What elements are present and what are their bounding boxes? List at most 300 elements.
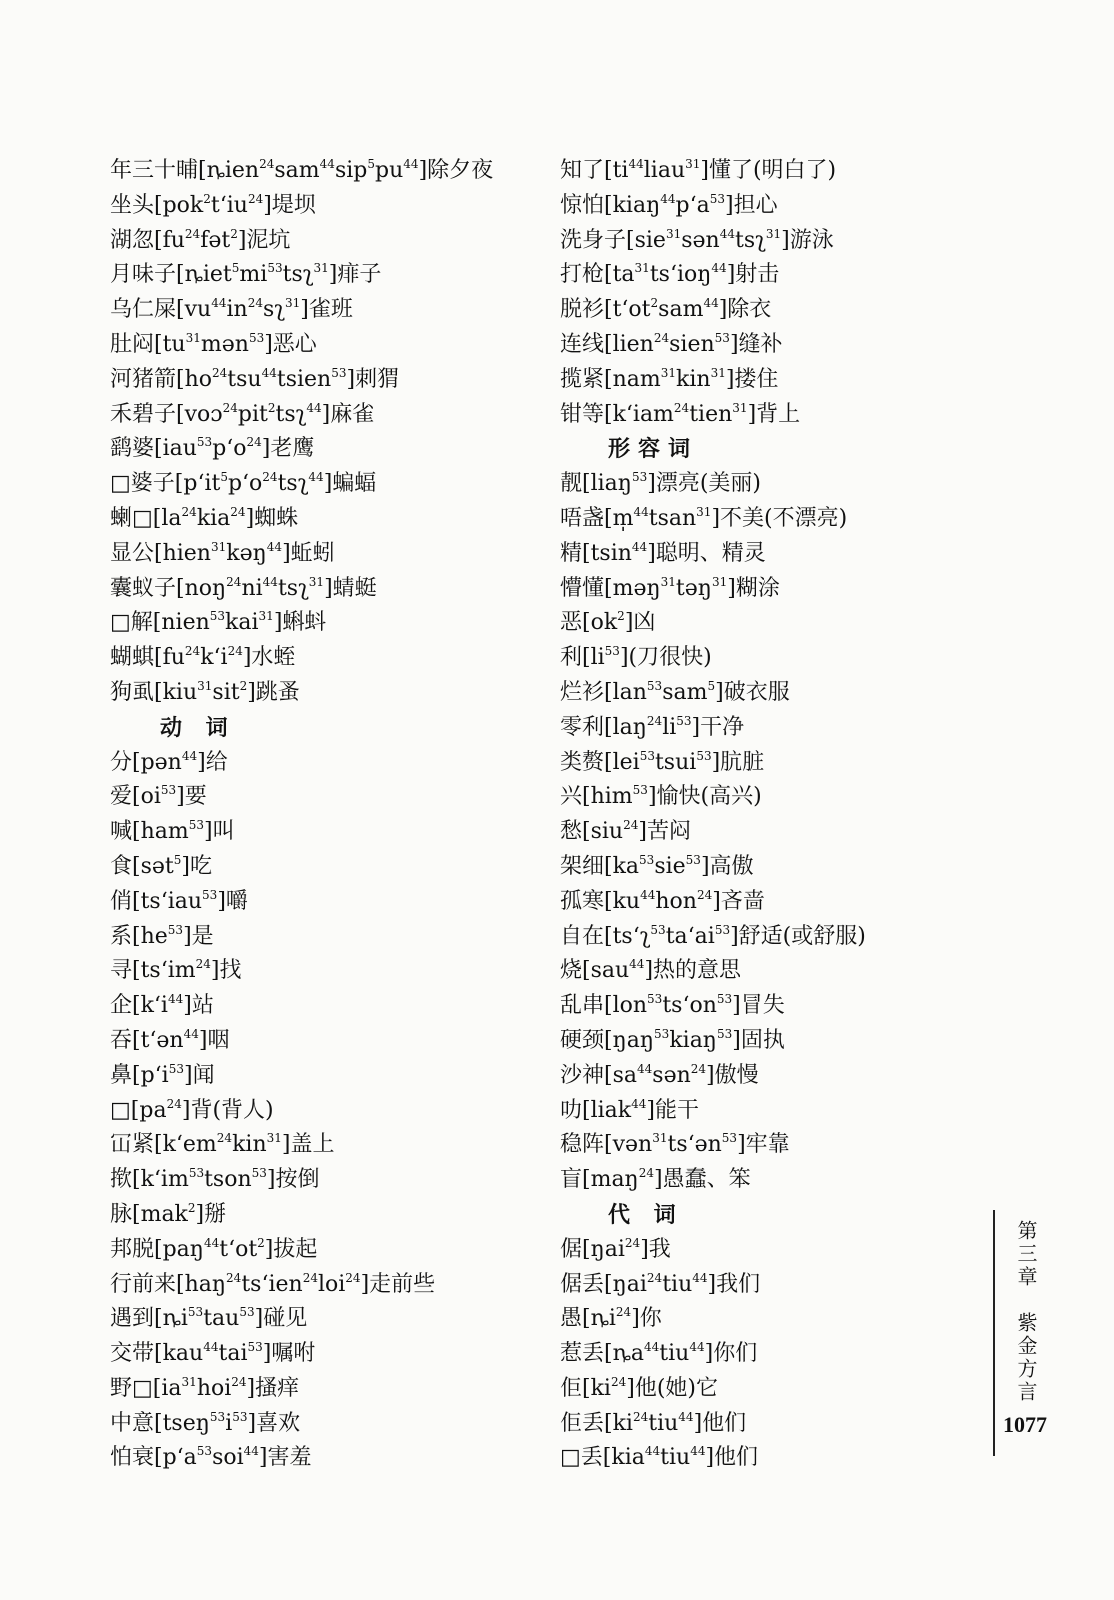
entry-text: 知了[ti: [560, 158, 629, 183]
entry-text: ](刀很快): [619, 645, 712, 671]
entry-text: ]老鹰: [261, 436, 315, 462]
tone-number: 31: [258, 609, 274, 624]
tone-number: 53: [685, 852, 701, 867]
tone-number: 53: [714, 922, 731, 937]
entry-text: tau: [203, 1306, 240, 1332]
entry-text: ]不美(不漂亮): [711, 505, 848, 531]
entry-text: 邦脱[paŋ: [110, 1236, 204, 1262]
entry-text: ]站: [183, 993, 214, 1019]
entry-text: ]给: [197, 749, 228, 775]
vocab-entry: [110, 467, 540, 502]
tone-number: 44: [703, 296, 719, 311]
entry-text: sən: [681, 227, 720, 253]
tone-number: 31: [197, 678, 213, 693]
entry-text: tiu: [662, 1271, 693, 1297]
entry-text: 自在[tsʻʅ: [560, 923, 651, 949]
entry-text: ]懂了(明白了): [700, 158, 837, 183]
tone-number: 24: [212, 365, 228, 380]
tone-number: 31: [284, 296, 301, 311]
entry-text: 行前来[haŋ: [110, 1271, 227, 1297]
entry-text: sie: [654, 853, 686, 879]
entry-text: soi: [212, 1445, 244, 1471]
entry-text: tsʻon: [662, 993, 717, 1019]
tone-number: 31: [696, 504, 712, 519]
vocab-entry: [560, 224, 930, 259]
vocab-entry: [110, 363, 540, 398]
vocab-entry: [560, 711, 930, 746]
entry-text: 揿[kʻim: [110, 1167, 189, 1193]
entry-text: 佢[ki: [560, 1375, 611, 1401]
entry-text: ]干净: [691, 714, 745, 740]
tone-number: 44: [181, 748, 198, 763]
entry-text: ]闻: [183, 1062, 215, 1088]
vocab-entry: [560, 1163, 930, 1198]
tone-number: 44: [631, 539, 648, 554]
vocab-entry: [110, 815, 540, 850]
entry-text: ]走前些: [360, 1271, 436, 1297]
entry-text: 佢丢[ki: [560, 1410, 633, 1436]
vocab-entry: [110, 1302, 540, 1337]
entry-text: ]咽: [198, 1027, 230, 1053]
entry-text: ]他(她)它: [626, 1375, 718, 1401]
tone-number: 24: [632, 1409, 649, 1424]
entry-text: fət: [200, 227, 231, 253]
vocab-entry: [560, 1094, 930, 1129]
tone-number: 44: [203, 1235, 220, 1250]
vocab-entry: [560, 1302, 930, 1337]
tone-number: 53: [196, 1444, 213, 1459]
tone-number: 44: [308, 470, 324, 485]
vocab-entry: [560, 989, 930, 1024]
tone-number: 24: [696, 887, 713, 902]
tone-number: 24: [302, 1270, 318, 1285]
tone-number: 31: [185, 330, 201, 345]
entry-text: tsʻien: [241, 1271, 303, 1297]
vocab-entry: [560, 258, 930, 293]
entry-text: 揽紧[nam: [560, 366, 661, 392]
tone-number: 53: [604, 644, 620, 659]
vocab-entry: [110, 224, 540, 259]
tone-number: 44: [261, 365, 277, 380]
entry-text: ]盖上: [281, 1132, 335, 1158]
entry-text: ]碰见: [254, 1306, 308, 1332]
entry-text: 中意[tseŋ: [110, 1410, 210, 1436]
vocab-entry: [560, 537, 930, 572]
tone-number: 2: [187, 1200, 196, 1215]
entry-text: ]按倒: [266, 1167, 320, 1193]
entry-text: 鼻[pʻi: [110, 1062, 169, 1088]
entry-text: 遇到[ȵi: [110, 1306, 188, 1332]
vocab-entry: [110, 885, 540, 920]
entry-text: ]聪明、精灵: [647, 540, 766, 566]
vocab-entry: [110, 1407, 540, 1442]
entry-text: 系[he: [110, 923, 168, 949]
tone-number: 31: [308, 574, 325, 589]
entry-text: tsʅ: [734, 227, 766, 253]
vocab-entry: [560, 467, 930, 502]
entry-text: ]苦闷: [638, 819, 691, 845]
entry-text: ]吃: [181, 853, 212, 879]
vocab-entry: [110, 606, 540, 641]
tone-number: 44: [629, 957, 645, 972]
vocab-entry: [560, 606, 930, 641]
vocab-entry: [110, 1337, 540, 1372]
entry-text: ]麻雀: [321, 401, 375, 427]
entry-text: 野□[ia: [110, 1375, 182, 1401]
tone-number: 44: [637, 1061, 653, 1076]
entry-text: liau: [643, 158, 686, 183]
entry-text: 坐头[pok: [110, 192, 204, 218]
vocab-entry: [110, 641, 540, 676]
entry-text: ]蝌蚪: [273, 610, 327, 636]
entry-text: ]我们: [707, 1271, 761, 1297]
tone-number: 24: [246, 435, 262, 450]
entry-text: ]除衣: [718, 297, 772, 323]
tone-number: 31: [210, 539, 227, 554]
entry-text: pʻo: [227, 471, 263, 497]
vocab-entry: [560, 920, 930, 955]
entry-text: 喊[ham: [110, 819, 189, 845]
tone-number: 44: [306, 400, 322, 415]
tone-number: 24: [181, 504, 197, 519]
vocab-entry: [110, 989, 540, 1024]
tone-number: 31: [660, 365, 677, 380]
vocab-entry: [110, 293, 540, 328]
entry-text: kəŋ: [226, 540, 267, 566]
entry-text: □丢[kia: [560, 1445, 645, 1471]
entry-text: tiu: [660, 1445, 691, 1471]
tone-number: 53: [650, 922, 666, 937]
entry-text: ]你们: [704, 1341, 758, 1367]
vocab-entry: [110, 537, 540, 572]
entry-text: ]冒失: [732, 993, 785, 1019]
right-column: [560, 154, 930, 1476]
tone-number: 24: [624, 1235, 641, 1250]
entry-text: li: [662, 714, 677, 740]
tone-number: 44: [203, 1340, 219, 1355]
vocab-entry: [560, 398, 930, 433]
entry-text: ]破衣服: [715, 679, 790, 705]
tone-number: 31: [710, 365, 726, 380]
vocab-entry: [110, 398, 540, 433]
vocab-entry: [110, 154, 540, 189]
tone-number: 53: [251, 1166, 267, 1181]
tone-number: 2: [267, 400, 276, 415]
entry-text: ]能干: [646, 1097, 699, 1123]
vocab-entry: [560, 954, 930, 989]
chapter-label: 第三章 紫金方言: [1014, 1220, 1038, 1404]
vocab-entry: [110, 1372, 540, 1407]
vocab-entry: [110, 502, 540, 537]
entry-text: 爱[oi: [110, 784, 161, 810]
tone-number: 31: [765, 226, 782, 241]
tone-number: 24: [673, 400, 690, 415]
tone-number: 2: [617, 609, 625, 624]
entry-text: 鹞婆[iau: [110, 436, 197, 462]
entry-text: ]射击: [726, 262, 780, 288]
entry-text: ]嘱咐: [262, 1341, 316, 1367]
entry-text: tson: [204, 1167, 252, 1193]
entry-text: ]蜻蜓: [324, 575, 377, 601]
vocab-entry: [110, 1198, 540, 1233]
vocab-entry: [560, 363, 930, 398]
entry-text: 稳阵[vən: [560, 1132, 653, 1158]
entry-text: ]痱子: [328, 262, 382, 288]
vocab-entry: [110, 572, 540, 607]
tone-number: 2: [230, 226, 238, 241]
vocab-entry: [110, 1163, 540, 1198]
tone-number: 24: [184, 226, 201, 241]
vocab-entry: [560, 1024, 930, 1059]
tone-number: 44: [243, 1444, 259, 1459]
entry-text: mən: [200, 331, 249, 357]
vocab-entry: [560, 1059, 930, 1094]
tone-number: 24: [345, 1270, 361, 1285]
entry-text: ]热的意思: [644, 958, 742, 984]
tone-number: 44: [689, 1340, 705, 1355]
entry-text: ]除夕夜: [418, 158, 494, 183]
tone-number: 44: [633, 504, 649, 519]
entry-text: 形容词: [608, 436, 699, 463]
page-number: 1077: [1003, 1412, 1047, 1437]
tone-number: 24: [638, 1166, 655, 1181]
tone-number: 24: [247, 296, 263, 311]
entry-text: 俏[tsʻiau: [110, 888, 203, 914]
entry-text: 乱串[lon: [560, 993, 648, 1019]
section-heading: [110, 711, 540, 746]
vocab-entry: [560, 1268, 930, 1303]
entry-text: 惊怕[kiaŋ: [560, 192, 661, 218]
entry-text: tsui: [654, 749, 697, 775]
tone-number: 24: [216, 1131, 233, 1146]
tone-number: 44: [631, 1096, 647, 1111]
vocab-entry: [110, 850, 540, 885]
tone-number: 44: [640, 887, 656, 902]
entry-text: hoi: [196, 1375, 232, 1401]
tone-number: 53: [168, 1061, 184, 1076]
entry-text: ]糊涂: [727, 575, 780, 601]
entry-text: ]傲慢: [706, 1062, 759, 1088]
entry-text: ]是: [183, 923, 214, 949]
tone-number: 53: [676, 713, 692, 728]
entry-text: sʅ: [262, 297, 285, 323]
entry-text: tsu: [227, 366, 262, 392]
tone-number: 31: [711, 574, 728, 589]
tone-number: 53: [187, 1305, 204, 1320]
tone-number: 31: [652, 1131, 668, 1146]
tone-number: 44: [644, 1340, 660, 1355]
tone-number: 31: [266, 1131, 282, 1146]
tone-number: 5: [367, 157, 376, 171]
entry-text: i: [225, 1410, 233, 1436]
entry-text: 愁[siu: [560, 819, 624, 845]
tone-number: 31: [685, 157, 701, 171]
entry-text: sən: [652, 1062, 691, 1088]
tone-number: 24: [227, 644, 243, 659]
vocab-entry: [110, 954, 540, 989]
vocab-entry: [560, 1372, 930, 1407]
vocab-entry: [110, 1094, 540, 1129]
vocab-entry: [560, 328, 930, 363]
tone-number: 5: [173, 852, 182, 867]
vocab-entry: [560, 293, 930, 328]
entry-text: tiu: [648, 1410, 679, 1436]
entry-text: 囊蚁子[noŋ: [110, 575, 227, 601]
entry-text: sam: [274, 158, 320, 183]
vocab-entry: [560, 815, 930, 850]
tone-number: 31: [313, 261, 329, 276]
vocab-entry: [110, 189, 540, 224]
entry-text: ]吝啬: [712, 888, 765, 914]
entry-text: 月味子[ȵiet: [110, 262, 232, 288]
tone-number: 24: [184, 644, 201, 659]
entry-text: kʻi: [200, 645, 228, 671]
entry-text: ]恶心: [264, 331, 317, 357]
sidebar-rule: [993, 1210, 995, 1456]
entry-text: tsʅ: [275, 401, 307, 427]
entry-text: 动 词: [160, 714, 236, 741]
vocab-entry: [110, 1128, 540, 1163]
entry-text: tai: [218, 1341, 248, 1367]
tone-number: 44: [660, 191, 676, 206]
entry-text: ]蝙蝠: [323, 471, 377, 497]
tone-number: 2: [257, 1235, 265, 1250]
tone-number: 24: [231, 1374, 247, 1389]
vocab-entry: [110, 676, 540, 711]
tone-number: 53: [188, 1166, 205, 1181]
tone-number: 53: [160, 783, 177, 798]
vocab-entry: [560, 746, 930, 781]
entry-text: taʻai: [665, 923, 715, 949]
entry-text: 乌仁屎[vu: [110, 297, 212, 323]
vocab-entry: [560, 850, 930, 885]
entry-text: ]掰: [195, 1201, 227, 1227]
entry-text: 盲[maŋ: [560, 1167, 639, 1193]
entry-text: ]背(背人): [181, 1097, 274, 1123]
vocab-entry: [110, 328, 540, 363]
entry-text: 硬颈[ŋaŋ: [560, 1027, 655, 1053]
entry-text: 烂衫[lan: [560, 679, 647, 705]
tone-number: 53: [167, 922, 184, 937]
entry-text: 叻[liak: [560, 1097, 632, 1123]
tone-number: 53: [646, 678, 663, 693]
entry-text: 蝲□[la: [110, 505, 182, 531]
tone-number: 44: [183, 1026, 199, 1041]
tone-number: 53: [331, 365, 347, 380]
entry-text: 企[kʻi: [110, 993, 168, 1019]
section-heading: [560, 432, 930, 467]
entry-text: ]担心: [725, 192, 778, 218]
entry-text: tiu: [659, 1341, 690, 1367]
tone-number: 44: [403, 157, 419, 171]
entry-text: ]喜欢: [247, 1410, 301, 1436]
entry-text: 钳等[kʻiam: [560, 401, 674, 427]
entry-text: 精[tsin: [560, 540, 632, 566]
entry-text: tsien: [276, 366, 332, 392]
tone-number: 53: [247, 1340, 263, 1355]
tone-number: 24: [226, 1270, 242, 1285]
entry-text: 类赘[lei: [560, 749, 640, 775]
entry-text: ]刺猬: [346, 366, 400, 392]
vocab-entry: [560, 189, 930, 224]
entry-text: ]堤坝: [263, 192, 316, 218]
entry-text: pʻo: [212, 436, 247, 462]
entry-text: sit: [212, 679, 240, 705]
entry-text: ]缝补: [729, 331, 783, 357]
entry-text: 利[li: [560, 645, 605, 671]
entry-text: ]固执: [732, 1027, 785, 1053]
tone-number: 24: [623, 818, 639, 833]
tone-number: 44: [211, 296, 227, 311]
tone-number: 44: [711, 261, 727, 276]
entry-text: 兴[him: [560, 784, 633, 810]
entry-text: ]愉快(高兴): [647, 784, 762, 810]
entry-text: sam: [658, 297, 704, 323]
entry-text: 打枪[ta: [560, 262, 635, 288]
tone-number: 5: [220, 470, 228, 485]
vocab-entry: [110, 258, 540, 293]
tone-number: 53: [196, 435, 213, 450]
tone-number: 53: [232, 1409, 248, 1424]
entry-text: □解[nien: [110, 610, 210, 636]
tone-number: 53: [721, 1131, 738, 1146]
vocab-entry: [560, 676, 930, 711]
tone-number: 53: [696, 748, 712, 763]
entry-text: □[pa: [110, 1097, 167, 1123]
entry-text: tsʻən: [667, 1132, 722, 1158]
tone-number: 24: [646, 1270, 663, 1285]
entry-text: kiaŋ: [669, 1027, 717, 1053]
entry-text: 烧[sau: [560, 958, 630, 984]
vocab-entry: [560, 1233, 930, 1268]
vocab-entry: [560, 502, 930, 537]
tone-number: 31: [634, 261, 650, 276]
tone-number: 53: [267, 261, 283, 276]
entry-text: ]高傲: [700, 853, 754, 879]
tone-number: 53: [639, 852, 655, 867]
entry-text: 河猪箭[ho: [110, 366, 212, 392]
tone-number: 24: [226, 574, 242, 589]
tone-number: 24: [262, 470, 278, 485]
entry-text: ]害羞: [258, 1445, 312, 1471]
entry-text: 洗身子[sie: [560, 227, 666, 253]
entry-text: 食[sət: [110, 853, 174, 879]
entry-text: kin: [676, 366, 711, 392]
entry-text: 惹丢[ȵa: [560, 1341, 644, 1367]
entry-text: 零利[laŋ: [560, 714, 647, 740]
tone-number: 44: [719, 226, 735, 241]
tone-number: 44: [690, 1444, 706, 1459]
vocab-entry: [560, 1337, 930, 1372]
entry-text: tsʅ: [277, 575, 309, 601]
tone-number: 24: [166, 1096, 182, 1111]
entry-text: 冚紧[kʻem: [110, 1132, 217, 1158]
section-heading: [560, 1198, 930, 1233]
vocab-entry: [110, 1233, 540, 1268]
tone-number: 5: [707, 678, 716, 693]
vocab-entry: [560, 1128, 930, 1163]
tone-number: 53: [714, 330, 730, 345]
entry-text: 靓[liaŋ: [560, 471, 632, 497]
tone-number: 44: [644, 1444, 661, 1459]
tone-number: 44: [319, 157, 335, 171]
entry-text: ]跳蚤: [247, 679, 300, 705]
entry-text: ]舒适(或舒服): [730, 923, 866, 949]
entry-text: kin: [232, 1132, 267, 1158]
vocab-entry: [110, 1268, 540, 1303]
entry-text: 脉[mak: [110, 1201, 188, 1227]
entry-text: sam: [662, 679, 708, 705]
